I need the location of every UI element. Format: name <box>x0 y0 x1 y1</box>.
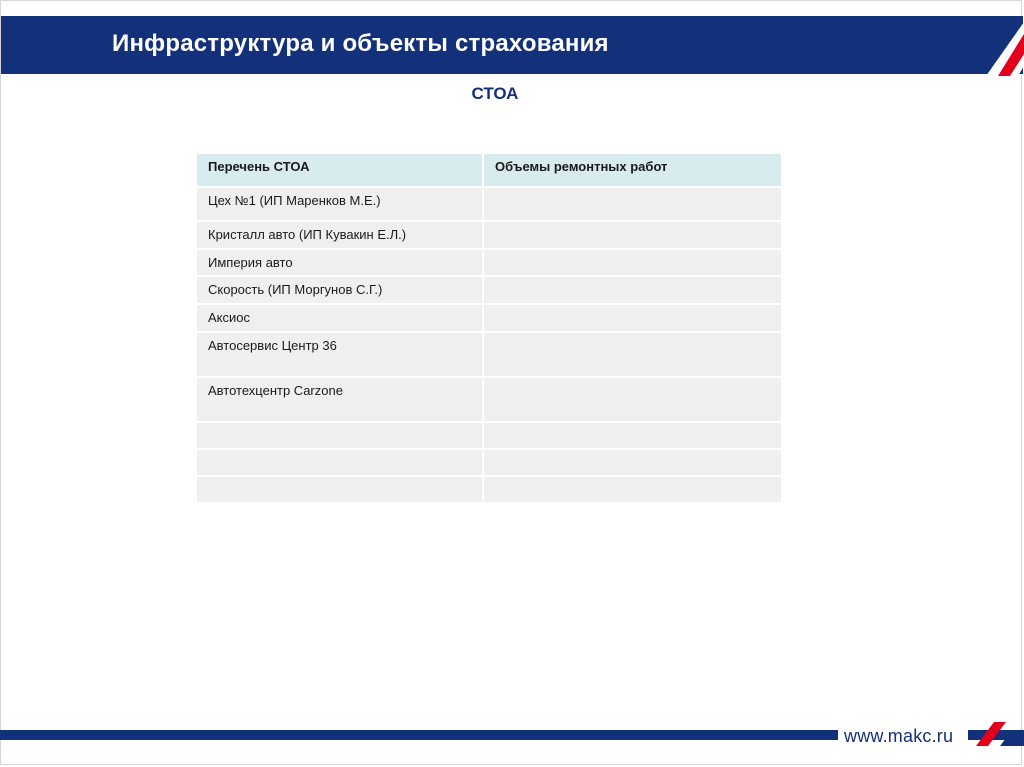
table-cell-volume <box>483 332 782 377</box>
table-cell-stoa: Цех №1 (ИП Маренков М.Е.) <box>196 187 483 221</box>
table-row <box>196 422 782 449</box>
table-cell-stoa: Кристалл авто (ИП Кувакин Е.Л.) <box>196 221 483 249</box>
table-row <box>196 304 782 332</box>
table-row <box>196 249 782 276</box>
table-row <box>196 449 782 476</box>
table-row <box>196 187 782 221</box>
table-cell-stoa <box>196 449 483 476</box>
table-row <box>196 221 782 249</box>
footer-website-link[interactable]: www.makc.ru <box>844 726 954 746</box>
table-cell-stoa <box>196 422 483 449</box>
table-row <box>196 377 782 422</box>
table-cell-volume <box>483 476 782 503</box>
table-cell-volume <box>483 276 782 304</box>
stoa-table <box>195 152 783 504</box>
table-cell-volume <box>483 449 782 476</box>
table-row <box>196 332 782 377</box>
table-cell-volume <box>483 221 782 249</box>
table-cell-volume <box>483 304 782 332</box>
page-title: Инфраструктура и объекты страхования <box>112 30 609 57</box>
table-header-row <box>196 153 782 187</box>
column-header-repair-volume: Объемы ремонтных работ <box>483 153 782 187</box>
table-cell-stoa: Автосервис Центр 36 <box>196 332 483 377</box>
table-cell-volume <box>483 422 782 449</box>
table-row <box>196 276 782 304</box>
table-cell-stoa <box>196 476 483 503</box>
table-cell-volume <box>483 187 782 221</box>
table-cell-volume <box>483 377 782 422</box>
section-subtitle: СТОА <box>471 84 519 103</box>
table-cell-volume <box>483 249 782 276</box>
column-header-stoa-list: Перечень СТОА <box>196 153 483 187</box>
footer-brand-stripes <box>966 722 1024 746</box>
brand-stripes-logo <box>940 14 1024 76</box>
table-cell-stoa: Скорость (ИП Моргунов С.Г.) <box>196 276 483 304</box>
table-cell-stoa: Автотехцентр Carzone <box>196 377 483 422</box>
table-cell-stoa: Аксиос <box>196 304 483 332</box>
table-row <box>196 476 782 503</box>
table-cell-stoa: Империя авто <box>196 249 483 276</box>
